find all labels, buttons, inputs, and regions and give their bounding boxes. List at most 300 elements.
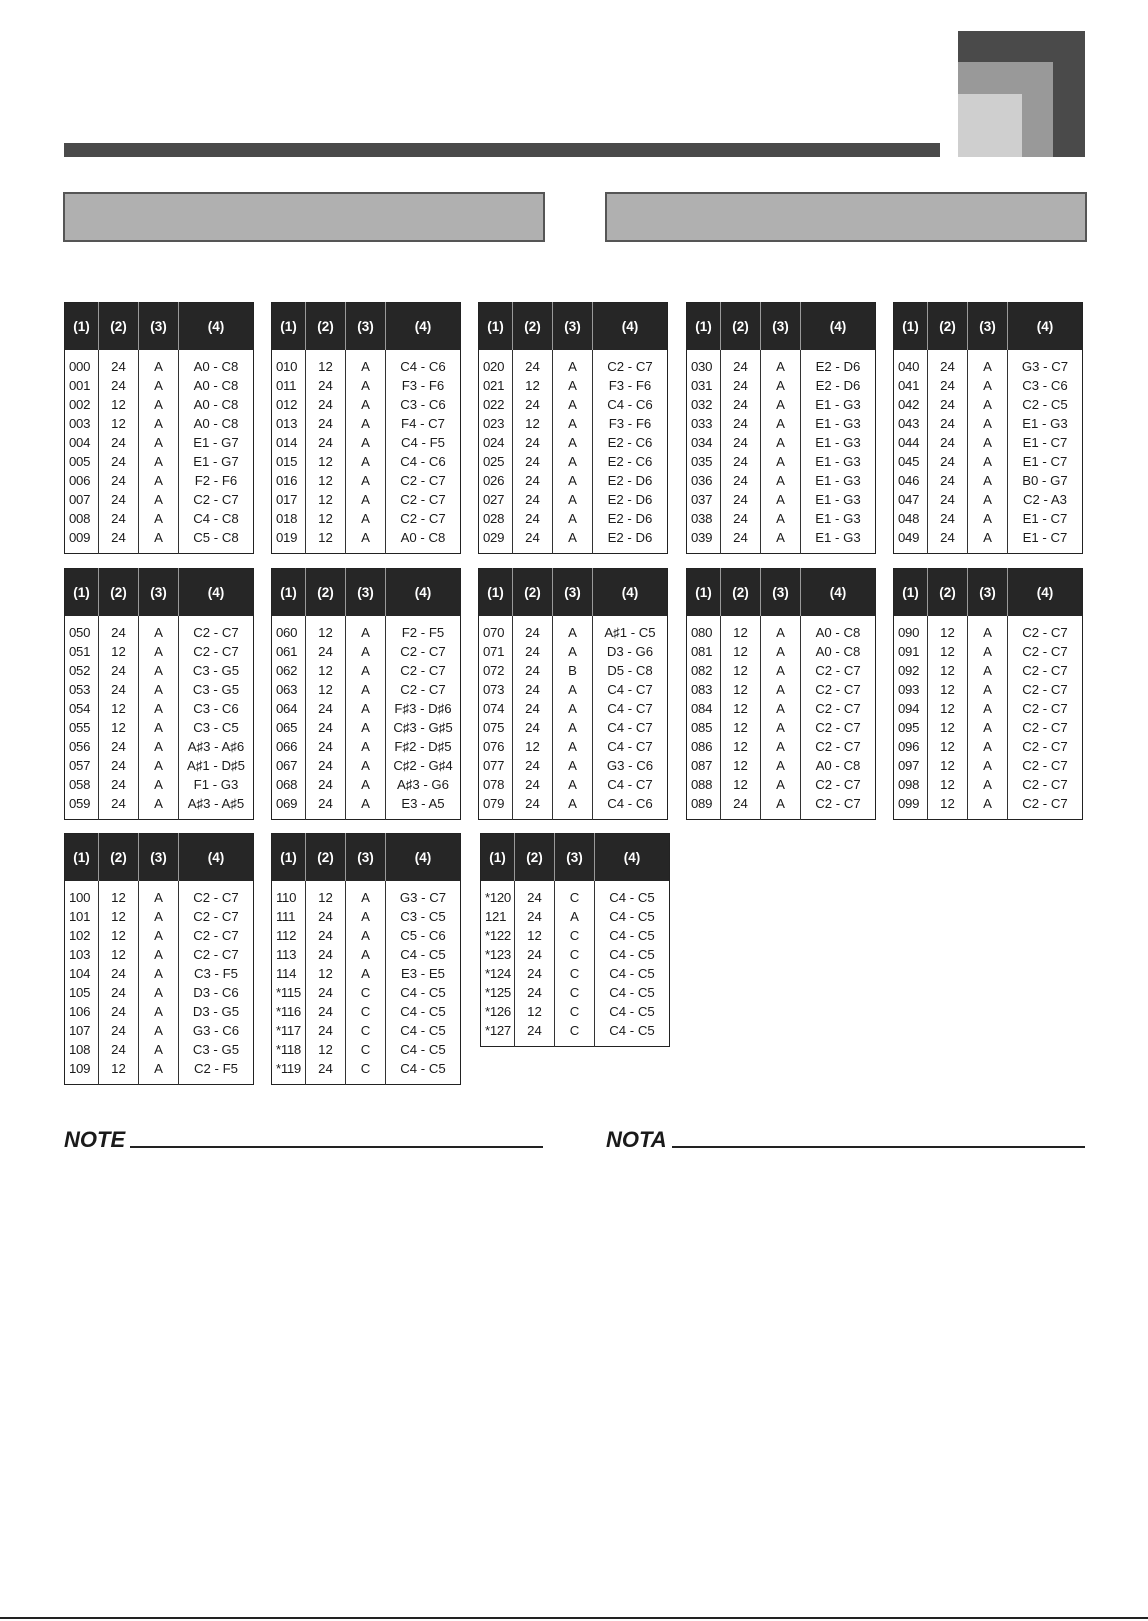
table-row	[687, 756, 876, 775]
tone-number: 027	[479, 490, 513, 509]
tone-number: 001	[65, 376, 99, 395]
table-row	[479, 490, 668, 509]
type-value: A	[761, 433, 801, 452]
range-value: 12	[306, 471, 346, 490]
table-row	[65, 881, 254, 907]
key-range: E1 - C7	[1022, 530, 1068, 545]
key-range: C2 - C7	[1022, 682, 1068, 697]
table-row	[479, 471, 668, 490]
tone-number: 040	[894, 350, 928, 376]
range-value: 24	[99, 1002, 139, 1021]
table-row	[479, 718, 668, 737]
range-value: 12	[928, 616, 968, 642]
range-value: 24	[99, 737, 139, 756]
table-row	[894, 414, 1083, 433]
tone-number: *120	[481, 881, 515, 907]
tone-number: 038	[687, 509, 721, 528]
table-row	[481, 881, 670, 907]
type-value: C	[555, 1021, 595, 1047]
tone-number: 008	[65, 509, 99, 528]
key-range: E1 - C7	[1022, 511, 1068, 526]
column-header: (2)	[306, 303, 346, 351]
table-row	[65, 737, 254, 756]
table-row	[479, 642, 668, 661]
column-header: (3)	[346, 834, 386, 882]
column-header: (2)	[513, 303, 553, 351]
key-range: E2 - D6	[607, 511, 653, 526]
range-value: 12	[721, 642, 761, 661]
table-row	[272, 983, 461, 1002]
type-value: A	[139, 718, 179, 737]
key-range: C5 - C8	[193, 530, 239, 545]
type-value: A	[761, 699, 801, 718]
tone-number: *115	[272, 983, 306, 1002]
range-value: 24	[928, 433, 968, 452]
type-value: A	[968, 661, 1008, 680]
table-row	[65, 452, 254, 471]
type-value: A	[555, 907, 595, 926]
type-value: A	[553, 452, 593, 471]
column-header: (1)	[687, 569, 721, 617]
range-value: 12	[513, 376, 553, 395]
range-value: 24	[928, 471, 968, 490]
tone-table	[686, 302, 876, 554]
column-header: (4)	[1008, 303, 1083, 351]
tone-number: 091	[894, 642, 928, 661]
table-row	[272, 350, 461, 376]
type-value: A	[346, 964, 386, 983]
key-range: C3 - C5	[193, 720, 239, 735]
table-row	[894, 433, 1083, 452]
type-value: A	[139, 433, 179, 452]
tone-number: 113	[272, 945, 306, 964]
column-header: (4)	[593, 569, 668, 617]
key-range: C4 - C5	[400, 985, 446, 1000]
tone-number: 047	[894, 490, 928, 509]
type-value: A	[761, 528, 801, 554]
tone-number: 102	[65, 926, 99, 945]
key-range: C2 - C7	[815, 720, 861, 735]
table-row	[481, 964, 670, 983]
column-header: (1)	[894, 303, 928, 351]
key-range: F3 - F6	[608, 416, 652, 431]
tone-number: 110	[272, 881, 306, 907]
key-range: F2 - F5	[401, 625, 445, 640]
key-range: C4 - C7	[607, 701, 653, 716]
column-header: (1)	[481, 834, 515, 882]
tone-number: 022	[479, 395, 513, 414]
type-value: A	[761, 661, 801, 680]
range-value: 12	[928, 794, 968, 820]
table-row	[272, 452, 461, 471]
table-row	[479, 680, 668, 699]
key-range: C2 - A3	[1023, 492, 1067, 507]
column-header: (4)	[801, 303, 876, 351]
tone-number: *116	[272, 1002, 306, 1021]
table-row	[65, 794, 254, 820]
tone-number: 099	[894, 794, 928, 820]
type-value: A	[346, 926, 386, 945]
type-value: C	[346, 1021, 386, 1040]
type-value: A	[553, 642, 593, 661]
table-row	[65, 528, 254, 554]
type-value: C	[346, 1059, 386, 1085]
key-range: F3 - F6	[401, 378, 445, 393]
table-row	[894, 794, 1083, 820]
key-range: C3 - G5	[192, 663, 240, 678]
tone-number: 112	[272, 926, 306, 945]
type-value: A	[139, 661, 179, 680]
key-range: C4 - C6	[607, 796, 653, 811]
tone-number: 082	[687, 661, 721, 680]
key-range: B0 - G7	[1022, 473, 1068, 488]
key-range: C2 - C7	[400, 473, 446, 488]
column-header: (4)	[595, 834, 670, 882]
type-value: A	[139, 528, 179, 554]
key-range: C2 - C7	[1022, 777, 1068, 792]
key-range: C2 - C7	[815, 663, 861, 678]
key-range: C2 - C7	[815, 701, 861, 716]
type-value: A	[761, 680, 801, 699]
type-value: A	[761, 395, 801, 414]
type-value: A	[968, 509, 1008, 528]
tone-number: 039	[687, 528, 721, 554]
range-value: 12	[306, 881, 346, 907]
table-row	[894, 376, 1083, 395]
key-range: C2 - C7	[815, 682, 861, 697]
tone-table	[686, 568, 876, 820]
range-value: 24	[515, 964, 555, 983]
range-value: 12	[513, 737, 553, 756]
key-range: C2 - C7	[1022, 701, 1068, 716]
table-row	[65, 376, 254, 395]
tone-number: 029	[479, 528, 513, 554]
type-value: C	[555, 1002, 595, 1021]
key-range: C3 - C6	[1022, 378, 1068, 393]
table-row	[687, 699, 876, 718]
tone-table	[478, 302, 668, 554]
tone-number: 078	[479, 775, 513, 794]
table-row	[272, 737, 461, 756]
range-value: 24	[99, 775, 139, 794]
range-value: 12	[928, 642, 968, 661]
type-value: A	[346, 490, 386, 509]
type-value: A	[553, 699, 593, 718]
key-range: C4 - C6	[607, 397, 653, 412]
column-header: (4)	[179, 834, 254, 882]
key-range: C4 - C8	[193, 511, 239, 526]
tone-number: 074	[479, 699, 513, 718]
type-value: A	[139, 452, 179, 471]
table-row	[272, 794, 461, 820]
table-row	[65, 964, 254, 983]
type-value: A	[553, 794, 593, 820]
column-header: (3)	[968, 303, 1008, 351]
table-row	[272, 414, 461, 433]
table-row	[479, 528, 668, 554]
table-row	[272, 680, 461, 699]
type-value: A	[761, 775, 801, 794]
range-value: 12	[99, 642, 139, 661]
note-line-right	[672, 1146, 1085, 1148]
tone-number: *119	[272, 1059, 306, 1085]
table-row	[481, 983, 670, 1002]
table-row	[65, 1002, 254, 1021]
table-row	[481, 945, 670, 964]
table-row	[687, 471, 876, 490]
tone-number: 092	[894, 661, 928, 680]
tone-number: *124	[481, 964, 515, 983]
key-range: D3 - C6	[193, 985, 239, 1000]
table-row	[479, 395, 668, 414]
range-value: 12	[721, 775, 761, 794]
range-value: 12	[99, 881, 139, 907]
table-row	[481, 1021, 670, 1047]
range-value: 24	[306, 775, 346, 794]
key-range: A0 - C8	[400, 530, 446, 545]
key-range: C2 - C7	[193, 644, 239, 659]
section-heading-box-right	[605, 192, 1087, 242]
range-value: 24	[513, 775, 553, 794]
type-value: A	[761, 509, 801, 528]
range-value: 24	[515, 983, 555, 1002]
table-row	[65, 718, 254, 737]
key-range: E2 - D6	[607, 473, 653, 488]
key-range: C♯3 - G♯5	[393, 720, 453, 735]
key-range: D3 - G6	[606, 644, 654, 659]
key-range: F4 - C7	[401, 416, 445, 431]
table-row	[481, 926, 670, 945]
table-row	[65, 680, 254, 699]
key-range: C4 - C6	[400, 359, 446, 374]
key-range: C2 - C5	[1022, 397, 1068, 412]
tone-number: 016	[272, 471, 306, 490]
table-row	[65, 471, 254, 490]
table-row	[65, 926, 254, 945]
table-row	[479, 433, 668, 452]
type-value: A	[139, 395, 179, 414]
type-value: A	[346, 661, 386, 680]
table-row	[65, 395, 254, 414]
range-value: 12	[515, 926, 555, 945]
table-row	[272, 471, 461, 490]
range-value: 24	[721, 471, 761, 490]
range-value: 24	[928, 350, 968, 376]
column-header: (2)	[721, 569, 761, 617]
tone-number: 105	[65, 983, 99, 1002]
table-row	[894, 680, 1083, 699]
key-range: F3 - F6	[608, 378, 652, 393]
range-value: 12	[928, 718, 968, 737]
key-range: E1 - G3	[815, 530, 861, 545]
column-header: (3)	[555, 834, 595, 882]
range-value: 12	[99, 907, 139, 926]
tone-number: *117	[272, 1021, 306, 1040]
table-row	[687, 737, 876, 756]
type-value: A	[346, 350, 386, 376]
range-value: 12	[306, 350, 346, 376]
tone-number: 036	[687, 471, 721, 490]
range-value: 24	[99, 528, 139, 554]
tone-table	[893, 302, 1083, 554]
key-range: C3 - G5	[192, 682, 240, 697]
table-row	[479, 756, 668, 775]
column-header: (2)	[721, 303, 761, 351]
key-range: C2 - C7	[400, 682, 446, 697]
key-range: E1 - G3	[815, 416, 861, 431]
table-row	[272, 926, 461, 945]
tone-number: 005	[65, 452, 99, 471]
range-value: 24	[513, 616, 553, 642]
tone-number: 026	[479, 471, 513, 490]
key-range: C3 - C6	[193, 701, 239, 716]
tone-table	[64, 568, 254, 820]
range-value: 12	[515, 1002, 555, 1021]
table-row	[894, 642, 1083, 661]
table-row	[65, 945, 254, 964]
column-header: (3)	[139, 834, 179, 882]
key-range: C3 - G5	[192, 1042, 240, 1057]
tone-number: 059	[65, 794, 99, 820]
table-row	[894, 395, 1083, 414]
range-value: 12	[721, 616, 761, 642]
type-value: A	[968, 376, 1008, 395]
tone-number: 044	[894, 433, 928, 452]
type-value: A	[139, 775, 179, 794]
range-value: 12	[99, 926, 139, 945]
table-row	[65, 661, 254, 680]
key-range: E3 - E5	[401, 966, 445, 981]
key-range: C5 - C6	[400, 928, 446, 943]
tone-number: 108	[65, 1040, 99, 1059]
type-value: A	[139, 964, 179, 983]
type-value: A	[346, 881, 386, 907]
type-value: A	[553, 616, 593, 642]
type-value: A	[139, 699, 179, 718]
range-value: 24	[99, 471, 139, 490]
tone-number: 048	[894, 509, 928, 528]
table-row	[894, 756, 1083, 775]
type-value: A	[139, 680, 179, 699]
tone-number: 088	[687, 775, 721, 794]
type-value: A	[139, 1021, 179, 1040]
column-header: (1)	[65, 834, 99, 882]
column-header: (3)	[553, 303, 593, 351]
range-value: 24	[306, 433, 346, 452]
table-row	[479, 376, 668, 395]
key-range: F1 - G3	[193, 777, 239, 792]
type-value: A	[968, 737, 1008, 756]
table-row	[272, 699, 461, 718]
type-value: A	[761, 471, 801, 490]
type-value: A	[346, 737, 386, 756]
key-range: A0 - C8	[193, 359, 239, 374]
tone-number: 013	[272, 414, 306, 433]
type-value: A	[761, 414, 801, 433]
table-row	[272, 509, 461, 528]
table-row	[272, 616, 461, 642]
range-value: 24	[306, 945, 346, 964]
type-value: A	[346, 395, 386, 414]
key-range: G3 - C6	[192, 1023, 240, 1038]
column-header: (2)	[99, 303, 139, 351]
range-value: 12	[99, 699, 139, 718]
type-value: A	[139, 945, 179, 964]
tone-number: *126	[481, 1002, 515, 1021]
range-value: 24	[306, 983, 346, 1002]
key-range: E2 - C6	[607, 435, 653, 450]
range-value: 24	[99, 433, 139, 452]
type-value: A	[139, 926, 179, 945]
tone-number: 032	[687, 395, 721, 414]
table-row	[894, 490, 1083, 509]
tone-table	[893, 568, 1083, 820]
type-value: A	[139, 471, 179, 490]
type-value: A	[553, 718, 593, 737]
column-header: (3)	[139, 303, 179, 351]
table-row	[272, 907, 461, 926]
type-value: A	[346, 414, 386, 433]
type-value: A	[139, 983, 179, 1002]
table-row	[272, 756, 461, 775]
range-value: 12	[306, 452, 346, 471]
table-row	[272, 1040, 461, 1059]
type-value: A	[139, 490, 179, 509]
tone-number: 062	[272, 661, 306, 680]
tone-number: 033	[687, 414, 721, 433]
column-header: (2)	[306, 834, 346, 882]
key-range: E1 - G3	[815, 473, 861, 488]
table-row	[65, 983, 254, 1002]
column-header: (3)	[553, 569, 593, 617]
table-row	[894, 616, 1083, 642]
table-row	[479, 452, 668, 471]
range-value: 24	[721, 395, 761, 414]
tone-number: 107	[65, 1021, 99, 1040]
type-value: A	[761, 756, 801, 775]
tone-number: 079	[479, 794, 513, 820]
type-value: A	[968, 775, 1008, 794]
tone-number: 121	[481, 907, 515, 926]
table-row	[272, 945, 461, 964]
range-value: 24	[928, 490, 968, 509]
key-range: C2 - C7	[1022, 739, 1068, 754]
column-header: (4)	[593, 303, 668, 351]
key-range: E1 - G3	[1022, 416, 1068, 431]
range-value: 24	[99, 509, 139, 528]
key-range: C2 - F5	[194, 1061, 238, 1076]
table-row	[687, 794, 876, 820]
table-row	[687, 680, 876, 699]
type-value: A	[553, 680, 593, 699]
column-header: (3)	[968, 569, 1008, 617]
range-value: 24	[721, 433, 761, 452]
range-value: 24	[928, 509, 968, 528]
type-value: A	[761, 452, 801, 471]
tone-number: *125	[481, 983, 515, 1002]
table-row	[479, 509, 668, 528]
type-value: A	[346, 376, 386, 395]
note-line-left	[130, 1146, 543, 1148]
tone-number: 035	[687, 452, 721, 471]
tone-number: 065	[272, 718, 306, 737]
table-row	[272, 528, 461, 554]
type-value: A	[761, 376, 801, 395]
type-value: A	[346, 718, 386, 737]
range-value: 12	[306, 964, 346, 983]
table-row	[687, 616, 876, 642]
tone-number: 011	[272, 376, 306, 395]
